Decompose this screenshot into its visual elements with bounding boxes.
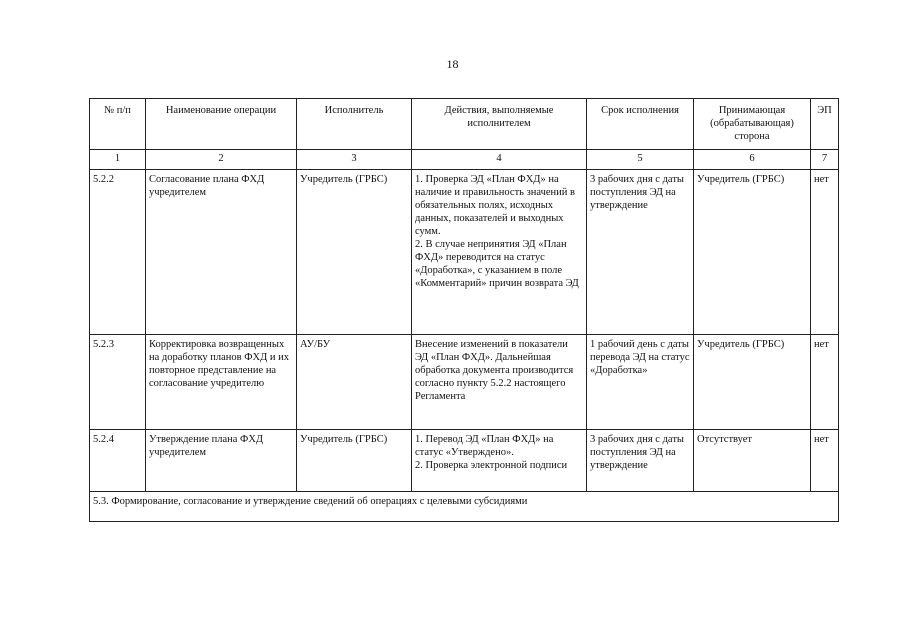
- row-executor: Учредитель (ГРБС): [297, 170, 412, 335]
- action-step: 2. В случае непринятия ЭД «План ФХД» переводится на статус «Доработка», с указанием в поле «Комментарий» причин возврата ЭД: [415, 239, 579, 289]
- header-cell-operation: Наименование операции: [146, 99, 297, 150]
- row-signature: нет: [811, 430, 839, 492]
- row-actions: [412, 430, 587, 492]
- column-number: 1: [90, 150, 146, 170]
- table-row: [90, 335, 839, 430]
- row-deadline: 1 рабочий день с даты перевода ЭД на статус «Доработка»: [587, 335, 694, 430]
- page-number: 18: [446, 57, 459, 71]
- section-heading: 5.3. Формирование, согласование и утверждение сведений об операциях с целевыми субсидиями: [90, 492, 839, 522]
- row-signature: нет: [811, 335, 839, 430]
- action-step: 2. Проверка электронной подписи: [415, 460, 568, 471]
- row-receiver: Отсутствует: [694, 430, 811, 492]
- row-operation: Утверждение плана ФХД учредителем: [146, 430, 297, 492]
- row-num: 5.2.2: [90, 170, 146, 335]
- action-step: 1. Проверка ЭД «План ФХД» на наличие и правильность значений в обязательных полях, исходных данных, показателей и выходных сумм.: [415, 174, 575, 237]
- header-cell-executor: Исполнитель: [297, 99, 412, 150]
- row-actions: [412, 170, 587, 335]
- row-operation: Корректировка возвращенных на доработку планов ФХД и их повторное представление на согласование учредителю: [146, 335, 297, 430]
- row-receiver: Учредитель (ГРБС): [694, 335, 811, 430]
- column-number: 3: [297, 150, 412, 170]
- row-deadline: 3 рабочих дня с даты поступления ЭД на утверждение: [587, 430, 694, 492]
- row-executor: Учредитель (ГРБС): [297, 430, 412, 492]
- column-number: 6: [694, 150, 811, 170]
- row-actions: [412, 335, 587, 430]
- row-signature: нет: [811, 170, 839, 335]
- row-deadline: 3 рабочих дня с даты поступления ЭД на утверждение: [587, 170, 694, 335]
- header-cell-receiver: Принимающая (обрабатывающая) сторона: [694, 99, 811, 150]
- column-number: 4: [412, 150, 587, 170]
- row-num: 5.2.4: [90, 430, 146, 492]
- regulation-table: [89, 98, 839, 522]
- column-number: 7: [811, 150, 839, 170]
- row-receiver: Учредитель (ГРБС): [694, 170, 811, 335]
- header-cell-num: № п/п: [90, 99, 146, 150]
- column-number: 5: [587, 150, 694, 170]
- row-executor: АУ/БУ: [297, 335, 412, 430]
- table-row: [90, 430, 839, 492]
- header-cell-actions: Действия, выполняемые исполнителем: [412, 99, 587, 150]
- row-num: 5.2.3: [90, 335, 146, 430]
- section-row: [90, 492, 839, 522]
- header-cell-deadline: Срок исполнения: [587, 99, 694, 150]
- header-row: [90, 99, 839, 150]
- table-row: [90, 170, 839, 335]
- action-step: 1. Перевод ЭД «План ФХД» на статус «Утверждено».: [415, 434, 554, 458]
- action-step: Внесение изменений в показатели ЭД «План ФХД». Дальнейшая обработка документа производится согласно пункту 5.2.2 настоящего Регламента: [415, 339, 574, 402]
- row-operation: Согласование плана ФХД учредителем: [146, 170, 297, 335]
- column-number: 2: [146, 150, 297, 170]
- column-number-row: [90, 150, 839, 170]
- header-cell-signature: ЭП: [811, 99, 839, 150]
